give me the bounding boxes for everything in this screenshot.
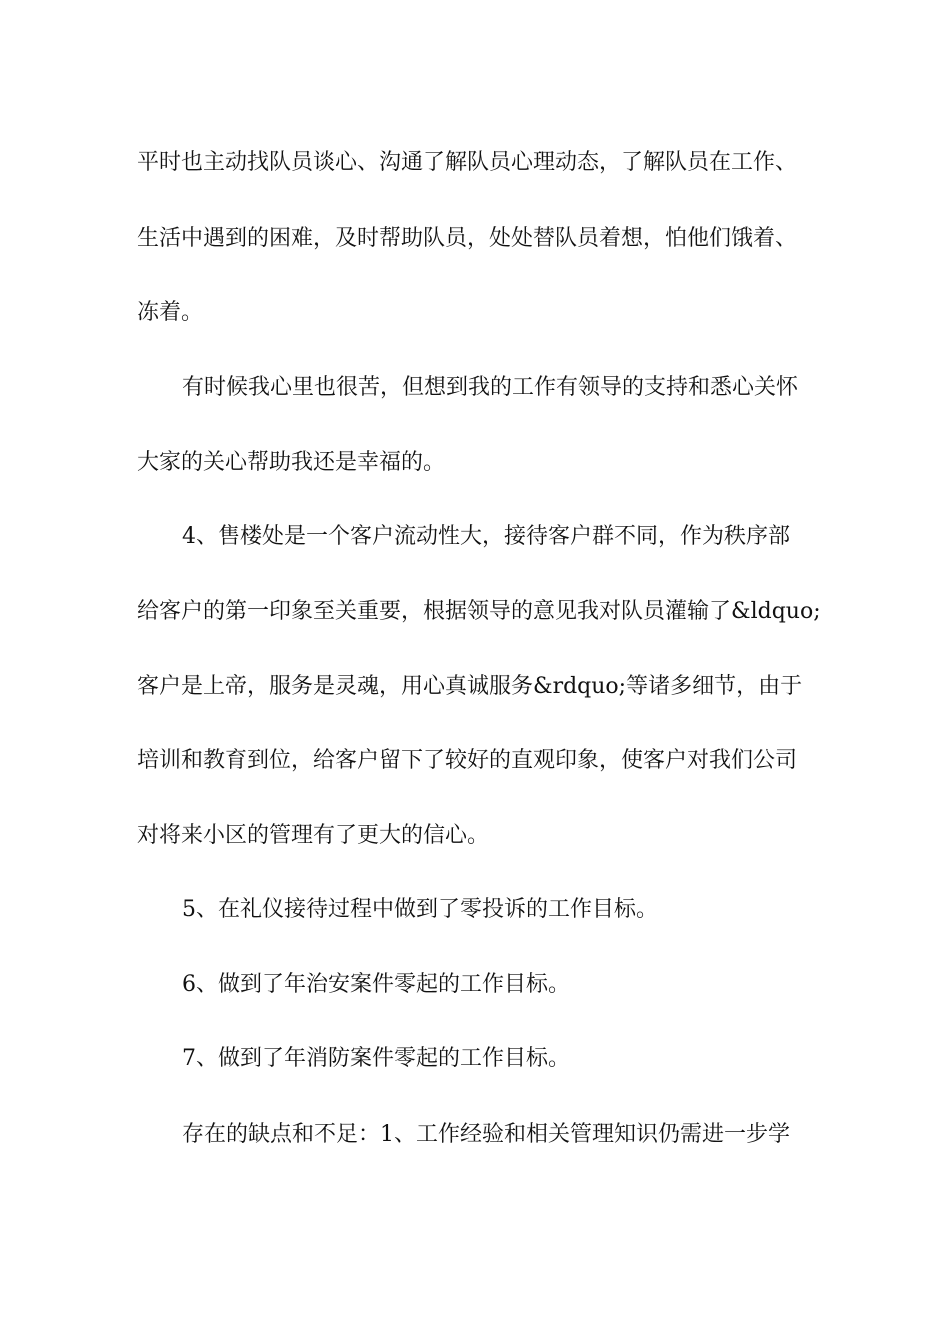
text-line: 4、售楼处是一个客户流动性大，接待客户群不同，作为秩序部 xyxy=(182,524,790,549)
text-line: 7、做到了年消防案件零起的工作目标。 xyxy=(182,1046,570,1071)
text-line: 生活中遇到的困难，及时帮助队员，处处替队员着想，怕他们饿着、 xyxy=(137,226,798,251)
text-line: 对将来小区的管理有了更大的信心。 xyxy=(137,823,490,848)
text-line: 给客户的第一印象至关重要，根据领导的意见我对队员灌输了&ldquo; xyxy=(137,599,821,624)
text-line: 有时候我心里也很苦，但想到我的工作有领导的支持和悉心关怀 xyxy=(182,375,799,400)
text-line: 大家的关心帮助我还是幸福的。 xyxy=(137,450,446,475)
text-line: 平时也主动找队员谈心、沟通了解队员心理动态，了解队员在工作、 xyxy=(137,150,798,175)
text-line: 冻着。 xyxy=(137,300,204,325)
text-line: 客户是上帝，服务是灵魂，用心真诚服务&rdquo;等诸多细节，由于 xyxy=(137,674,803,699)
text-line: 6、做到了年治安案件零起的工作目标。 xyxy=(182,972,570,997)
text-line: 培训和教育到位，给客户留下了较好的直观印象，使客户对我们公司 xyxy=(137,748,798,773)
text-line: 5、在礼仪接待过程中做到了零投诉的工作目标。 xyxy=(182,897,658,922)
text-line: 存在的缺点和不足：1、工作经验和相关管理知识仍需进一步学 xyxy=(182,1122,790,1147)
